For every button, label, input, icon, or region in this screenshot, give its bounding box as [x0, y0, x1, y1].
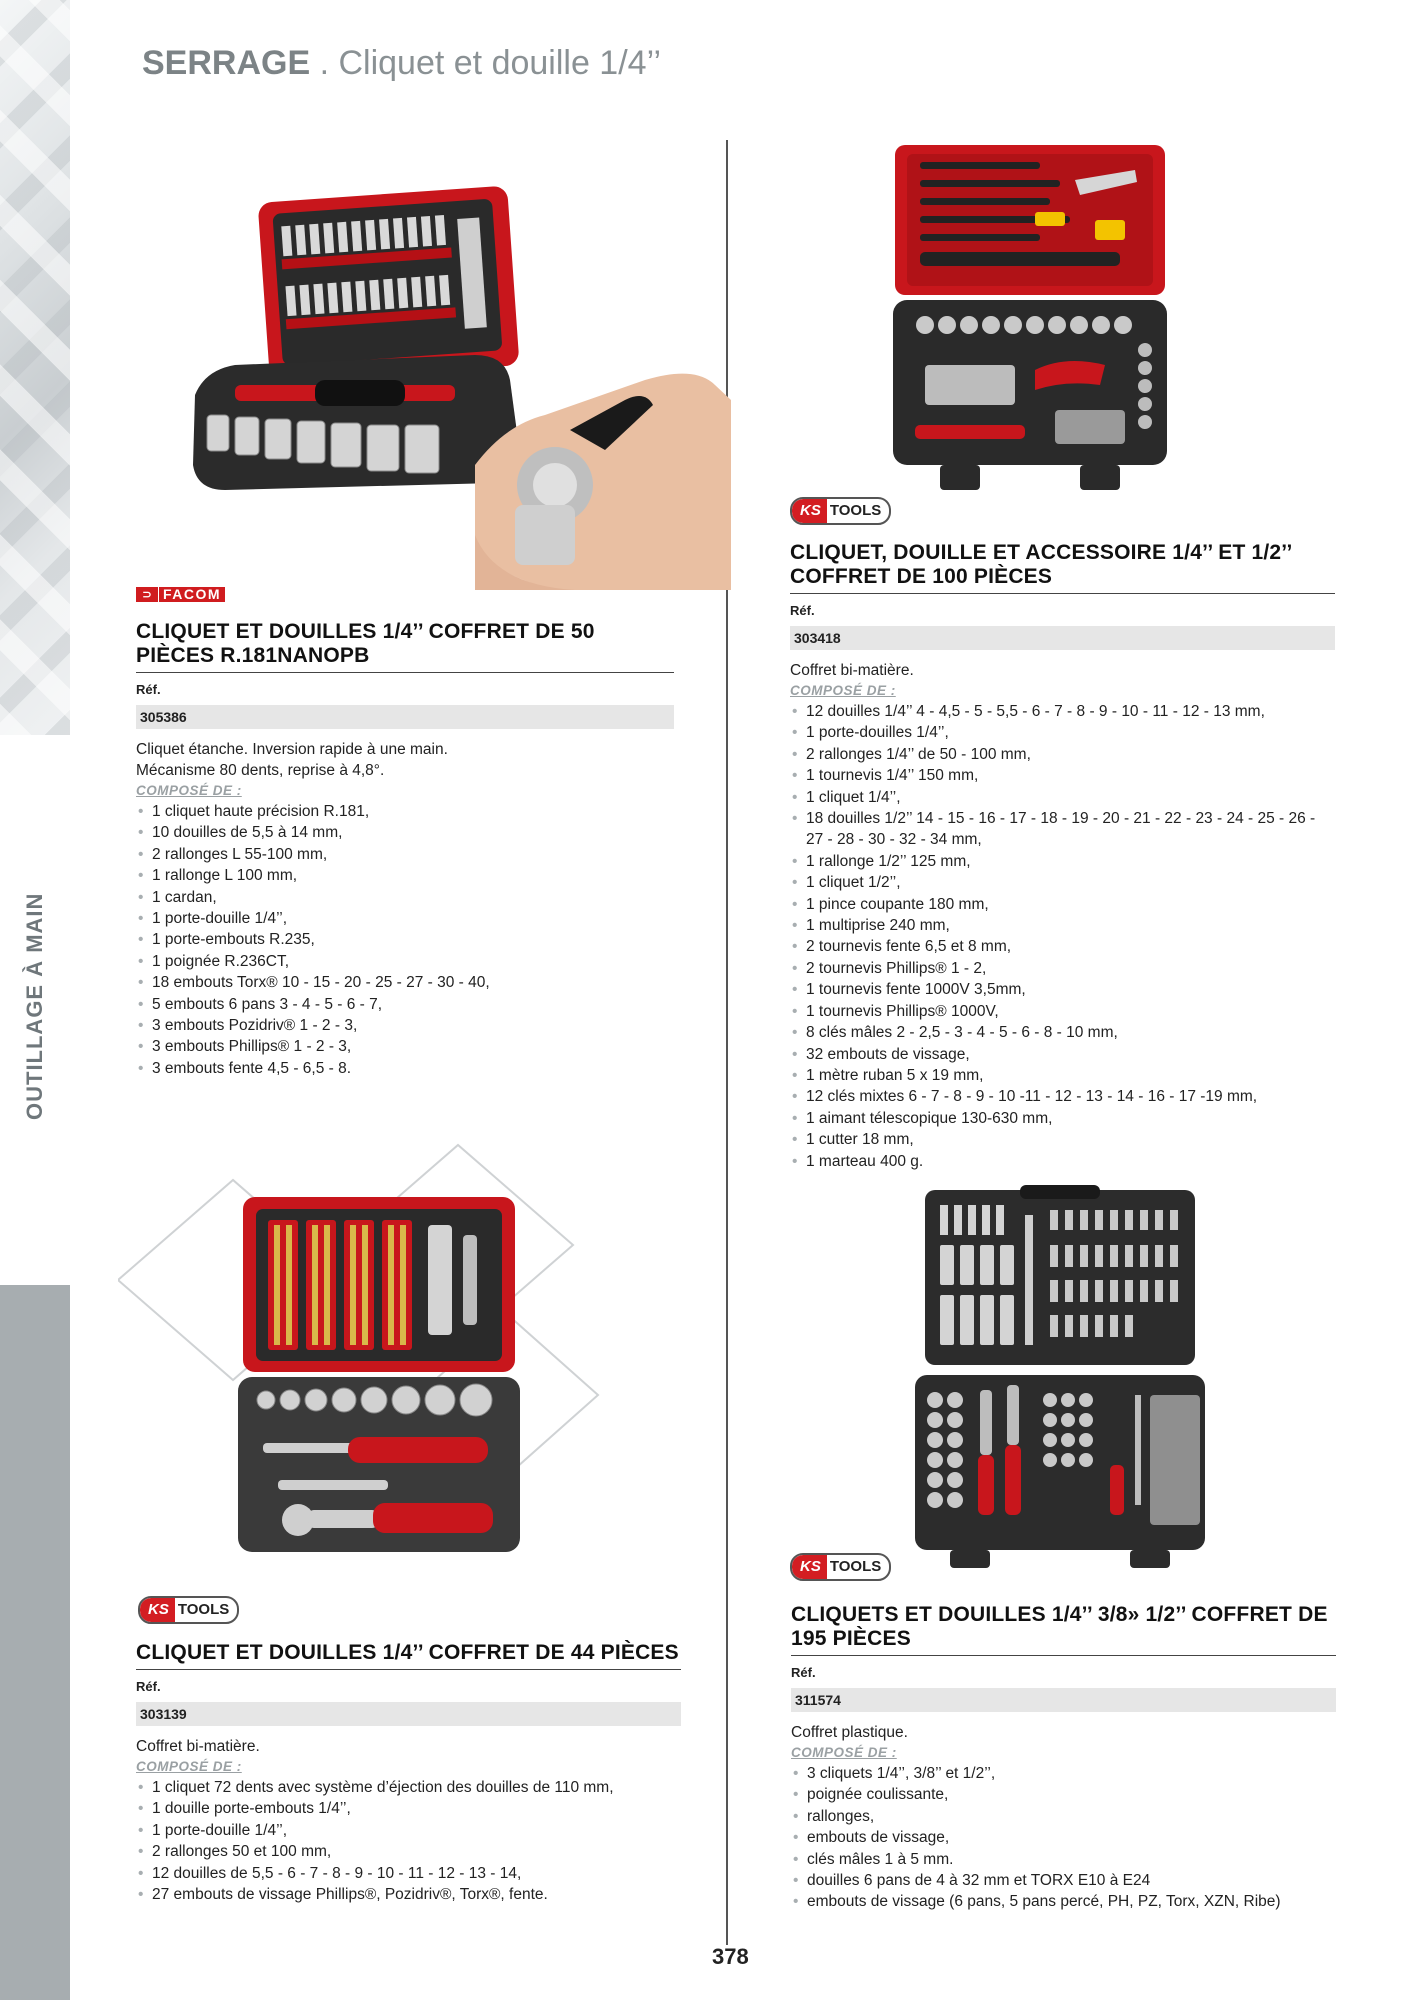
list-item: • 3 embouts Pozidriv® 1 - 2 - 3, [136, 1015, 674, 1036]
list-item: • 1 porte-douille 1/4’’, [136, 908, 674, 929]
facom-mark-icon: ⊃ [136, 587, 158, 602]
ref-label: Réf. [136, 682, 161, 697]
product-title: CLIQUET, DOUILLE ET ACCESSOIRE 1/4’’ ET 1/2’’ COFFRET DE 100 PIÈCES [790, 541, 1335, 594]
ks-mark: KS [792, 1555, 827, 1579]
product-facom-50 [136, 620, 674, 1079]
composed-of-label: COMPOSÉ DE : [791, 1745, 897, 1760]
list-item: • rallonges, [791, 1806, 1336, 1827]
ks-mark: KS [140, 1598, 175, 1622]
product-image-facom-50 [175, 185, 731, 590]
ks-wordmark: TOOLS [177, 1601, 230, 1618]
product-description [136, 1736, 681, 1757]
list-item: • 5 embouts 6 pans 3 - 4 - 5 - 6 - 7, [136, 994, 674, 1015]
description-line: Coffret plastique. [791, 1724, 908, 1741]
composed-of-label: COMPOSÉ DE : [136, 1759, 242, 1774]
list-item: • 18 embouts Torx® 10 - 15 - 20 - 25 - 27 - 30 - 40, [136, 972, 674, 993]
product-image-ks-195 [910, 1185, 1210, 1570]
list-item: • 1 cliquet 72 dents avec système d’éjection des douilles de 110 mm, [136, 1777, 681, 1798]
list-item: • embouts de vissage, [791, 1827, 1336, 1848]
sidebar-grey-band [0, 1285, 70, 2000]
list-item: • 3 embouts Phillips® 1 - 2 - 3, [136, 1036, 674, 1057]
list-item: • 18 douilles 1/2’’ 14 - 15 - 16 - 17 - 18 - 19 - 20 - 21 - 22 - 23 - 24 - 25 - 26 - 27 - 28 - 30 - 32 - 34 mm, [790, 808, 1335, 851]
kstools-logo [790, 497, 891, 525]
description-line: Cliquet étanche. Inversion rapide à une main. [136, 741, 448, 758]
kstools-logo [790, 1553, 891, 1581]
title-separator: . [310, 44, 339, 82]
product-image-ks-100 [885, 140, 1175, 500]
list-item: • 2 rallonges 1/4’’ de 50 - 100 mm, [790, 744, 1335, 765]
product-title: CLIQUET ET DOUILLES 1/4’’ COFFRET DE 50 PIÈCES R.181NANOPB [136, 620, 674, 673]
page-category: SERRAGE [142, 44, 311, 82]
sidebar-section-label: OUTILLAGE À MAIN [22, 892, 47, 1120]
list-item: • 1 tournevis fente 1000V 3,5mm, [790, 979, 1335, 1000]
page-number: 378 [712, 1944, 749, 1969]
product-ks-195 [791, 1603, 1336, 1913]
product-title: CLIQUETS ET DOUILLES 1/4’’ 3/8» 1/2’’ COFFRET DE 195 PIÈCES [791, 1603, 1336, 1656]
list-item: • 32 embouts de vissage, [790, 1044, 1335, 1065]
list-item: • 1 pince coupante 180 mm, [790, 894, 1335, 915]
kstools-logo [138, 1596, 239, 1624]
list-item: • 12 clés mixtes 6 - 7 - 8 - 9 - 10 -11 - 12 - 13 - 14 - 16 - 17 -19 mm, [790, 1086, 1335, 1107]
list-item: • clés mâles 1 à 5 mm. [791, 1849, 1336, 1870]
product-description [790, 660, 1335, 681]
description-line: Mécanisme 80 dents, reprise à 4,8°. [136, 762, 385, 779]
product-description [791, 1722, 1336, 1743]
page-title [142, 44, 661, 83]
component-list [791, 1763, 1336, 1913]
list-item: • 12 douilles 1/4’’ 4 - 4,5 - 5 - 5,5 - 6 - 7 - 8 - 9 - 10 - 11 - 12 - 13 mm, [790, 701, 1335, 722]
list-item: • embouts de vissage (6 pans, 5 pans percé, PH, PZ, Torx, XZN, Ribe) [791, 1891, 1336, 1912]
list-item: • 2 tournevis fente 6,5 et 8 mm, [790, 936, 1335, 957]
list-item: • 1 aimant télescopique 130-630 mm, [790, 1108, 1335, 1129]
ref-value: 305386 [136, 705, 674, 729]
product-title: CLIQUET ET DOUILLES 1/4’’ COFFRET DE 44 PIÈCES [136, 1641, 681, 1670]
list-item: • 1 rallonge L 100 mm, [136, 865, 674, 886]
composed-of-label: COMPOSÉ DE : [790, 683, 896, 698]
list-item: • 2 rallonges L 55-100 mm, [136, 844, 674, 865]
list-item: • 1 cardan, [136, 887, 674, 908]
ks-wordmark: TOOLS [829, 1558, 882, 1575]
list-item: • 10 douilles de 5,5 à 14 mm, [136, 822, 674, 843]
list-item: • 8 clés mâles 2 - 2,5 - 3 - 4 - 5 - 6 - 8 - 10 mm, [790, 1022, 1335, 1043]
list-item: • 12 douilles de 5,5 - 6 - 7 - 8 - 9 - 10 - 11 - 12 - 13 - 14, [136, 1863, 681, 1884]
ks-wordmark: TOOLS [829, 502, 882, 519]
list-item: • 1 cliquet haute précision R.181, [136, 801, 674, 822]
list-item: • 1 multiprise 240 mm, [790, 915, 1335, 936]
list-item: • 1 tournevis 1/4’’ 150 mm, [790, 765, 1335, 786]
facom-wordmark: FACOM [159, 587, 225, 602]
ref-value: 303139 [136, 1702, 681, 1726]
list-item: • 2 tournevis Phillips® 1 - 2, [790, 958, 1335, 979]
product-image-ks-44 [118, 1125, 618, 1575]
list-item: • 3 cliquets 1/4’’, 3/8’’ et 1/2’’, [791, 1763, 1336, 1784]
ref-value: 311574 [791, 1688, 1336, 1712]
ks-mark: KS [792, 499, 827, 523]
list-item: • 1 tournevis Phillips® 1000V, [790, 1001, 1335, 1022]
facom-logo [136, 586, 225, 603]
sidebar-pattern [0, 0, 70, 735]
product-ks-100 [790, 541, 1335, 1172]
list-item: • 1 porte-douilles 1/4’’, [790, 722, 1335, 743]
list-item: • 27 embouts de vissage Phillips®, Pozidriv®, Torx®, fente. [136, 1884, 681, 1905]
list-item: • 1 poignée R.236CT, [136, 951, 674, 972]
ref-label: Réf. [791, 1665, 816, 1680]
component-list [790, 701, 1335, 1172]
list-item: • 1 douille porte-embouts 1/4’’, [136, 1798, 681, 1819]
list-item: • 1 marteau 400 g. [790, 1151, 1335, 1172]
list-item: • poignée coulissante, [791, 1784, 1336, 1805]
list-item: • 1 porte-embouts R.235, [136, 929, 674, 950]
list-item: • 1 cliquet 1/2’’, [790, 872, 1335, 893]
product-description [136, 739, 674, 781]
description-line: Coffret bi-matière. [790, 662, 914, 679]
list-item: • 2 rallonges 50 et 100 mm, [136, 1841, 681, 1862]
ref-value: 303418 [790, 626, 1335, 650]
list-item: • 1 cutter 18 mm, [790, 1129, 1335, 1150]
ref-label: Réf. [136, 1679, 161, 1694]
list-item: • douilles 6 pans de 4 à 32 mm et TORX E10 à E24 [791, 1870, 1336, 1891]
component-list [136, 801, 674, 1079]
description-line: Coffret bi-matière. [136, 1738, 260, 1755]
list-item: • 1 cliquet 1/4’’, [790, 787, 1335, 808]
list-item: • 1 porte-douille 1/4’’, [136, 1820, 681, 1841]
list-item: • 3 embouts fente 4,5 - 6,5 - 8. [136, 1058, 674, 1079]
product-ks-44 [136, 1641, 681, 1905]
ref-label: Réf. [790, 603, 815, 618]
list-item: • 1 rallonge 1/2’’ 125 mm, [790, 851, 1335, 872]
page-subtitle: Cliquet et douille 1/4’’ [338, 44, 662, 82]
list-item: • 1 mètre ruban 5 x 19 mm, [790, 1065, 1335, 1086]
composed-of-label: COMPOSÉ DE : [136, 783, 242, 798]
component-list [136, 1777, 681, 1905]
